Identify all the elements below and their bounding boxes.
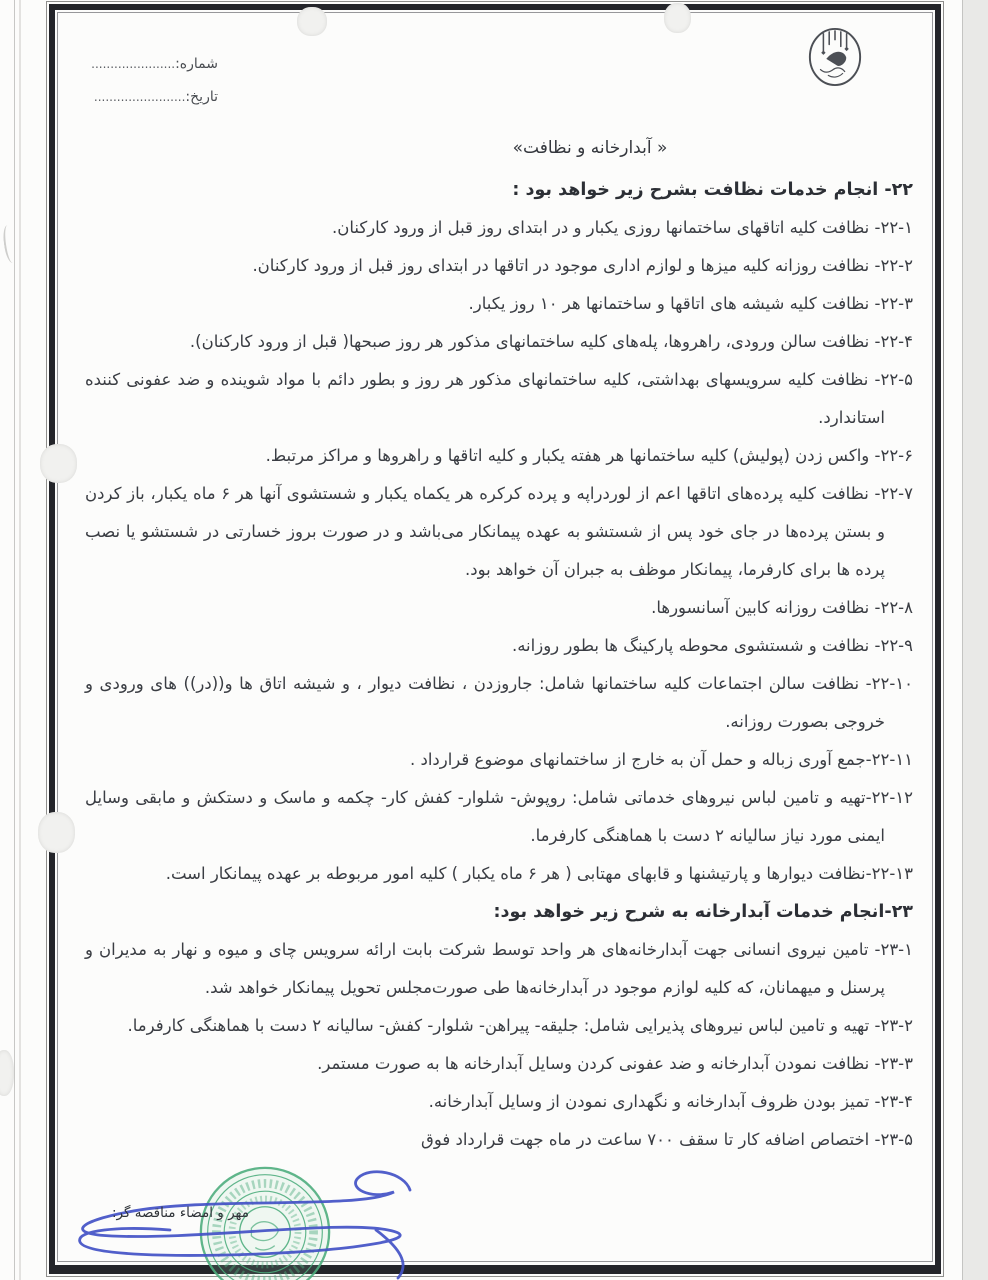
number-label: شماره: bbox=[175, 56, 218, 72]
clause-item: ۲۲-۲- نظافت روزانه کلیه میزها و لوازم اداری موجود در اتاقها در ابتدای روز قبل از ورود کارکنان. bbox=[252, 256, 913, 275]
staple-mark bbox=[664, 3, 691, 33]
clause-item: ۲۲-۶- واکس زدن (پولیش) کلیه ساختمانها هر هفته یکبار و کلیه اتاقها و راهروها و مراکز مرتبط. bbox=[265, 446, 913, 465]
bidder-stamp-signature-label: مهر و امضاء مناقصه گر: bbox=[112, 1205, 249, 1221]
clause-item: ۲۲-۸- نظافت روزانه کابین آسانسورها. bbox=[651, 598, 913, 617]
clause-item: ۲۲-۱- نظافت کلیه اتاقهای ساختمانها روزی یکبار و در ابتدای روز قبل از ورود کارکنان. bbox=[331, 218, 913, 237]
paper-edge-line bbox=[19, 0, 21, 1280]
punch-hole bbox=[0, 1050, 14, 1096]
punch-hole bbox=[40, 444, 77, 483]
clause-item: ۲۲-۱۲-تهیه و تامین لباس نیروهای خدماتی شامل: روپوش- شلوار- کفش کار- چکمه و ماسک و دستکش و مابقی وسایل ایمنی مورد نیاز سالیانه ۲ دست با هماهنگی کارفرما. bbox=[85, 788, 913, 845]
paper-edge-shadow bbox=[962, 0, 988, 1280]
document-title: « آبدارخانه و نظافت» bbox=[512, 138, 668, 158]
clause-item: ۲۲-۱۰- نظافت سالن اجتماعات کلیه ساختمانها شامل: جاروزدن ، نظافت دیوار ، و شیشه اتاق ها و((در)) های ورودی و خروجی بصورت روزانه. bbox=[85, 674, 913, 731]
clauses-body bbox=[85, 171, 913, 1159]
number-dotted-line: ...................... bbox=[91, 57, 176, 71]
section-heading: ۲۲- انجام خدمات نظافت بشرح زیر خواهد بود : bbox=[512, 180, 913, 200]
paper-edge-line bbox=[14, 0, 15, 1280]
clause-item: ۲۳-۲- تهیه و تامین لباس نیروهای پذیرایی شامل: جلیقه- پیراهن- شلوار- کفش- سالیانه ۲ دست با هماهنگی کارفرما. bbox=[127, 1016, 913, 1035]
clause-item: ۲۲-۷- نظافت کلیه پرده‌های اتاقها اعم از لوردراپه و پرده کرکره هر یکماه یکبار و شستشوی آنها هر ۶ ماه یکبار، باز کردن و بستن پرده‌ها در جای خود پس از شستشو به عهده پیمانکار می‌باشد و در صورت بروز خسارتی در شستشو یا نصب پرده ها برای کارفرما، پیمانکار موظف به جبران آن خواهد بود. bbox=[85, 484, 913, 579]
date-row bbox=[68, 81, 218, 114]
date-label: تاریخ: bbox=[185, 89, 218, 105]
clause-item: ۲۲-۴- نظافت سالن ورودی، راهروها، پله‌های کلیه ساختمانهای مذکور هر روز صبحها( قبل از ورود کارکنان). bbox=[189, 332, 913, 351]
header-meta bbox=[68, 48, 218, 114]
clause-item: ۲۳-۱- تامین نیروی انسانی جهت آبدارخانه‌های هر واحد توسط شرکت بابت ارائه سرویس چای و میوه و نهار به مدیران و پرسنل و میهمانان، که کلیه لوازم موجود در آبدارخانه‌ها طی صورت‌مجلس تحویل پیمانکار خواهد شد. bbox=[85, 940, 913, 997]
punch-hole bbox=[38, 812, 75, 853]
number-row bbox=[68, 48, 218, 81]
staple-mark bbox=[297, 7, 327, 36]
clause-item: ۲۲-۹- نظافت و شستشوی محوطه پارکینگ ها بطور روزانه. bbox=[511, 636, 913, 655]
fold-mark bbox=[1, 224, 18, 263]
date-dotted-line: ........................ bbox=[93, 90, 186, 104]
clause-item: ۲۳-۳- نظافت نمودن آبدارخانه و ضد عفونی کردن وسایل آبدارخانه ها به صورت مستمر. bbox=[317, 1054, 913, 1073]
clause-item: ۲۲-۳- نظافت کلیه شیشه های اتاقها و ساختمانها هر ۱۰ روز یکبار. bbox=[468, 294, 913, 313]
clause-item: ۲۳-۴- تمیز بودن ظروف آبدارخانه و نگهداری نمودن از وسایل آبدارخانه. bbox=[428, 1092, 913, 1111]
blue-ink-signature-icon bbox=[58, 1168, 430, 1280]
clause-item: ۲۲-۱۳-نظافت دیوارها و پارتیشنها و قابهای مهتابی ( هر ۶ ماه یکبار ) کلیه امور مربوطه بر عهده پیمانکار است. bbox=[165, 864, 913, 883]
section-heading: ۲۳-انجام خدمات آبدارخانه به شرح زیر خواهد بود: bbox=[493, 902, 913, 922]
clause-item: ۲۲-۵- نظافت کلیه سرویسهای بهداشتی، کلیه ساختمانهای مذکور هر روز و بطور دائم با مواد شوینده و ضد عفونی کننده استاندارد. bbox=[85, 370, 913, 427]
clause-item: ۲۲-۱۱-جمع آوری زباله و حمل آن به خارج از ساختمانهای موضوع قرارداد . bbox=[409, 750, 913, 769]
clause-item: ۲۳-۵- اختصاص اضافه کار تا سقف ۷۰۰ ساعت در ماه جهت قرارداد فوق bbox=[421, 1130, 913, 1149]
ministry-emblem-icon bbox=[806, 24, 864, 90]
